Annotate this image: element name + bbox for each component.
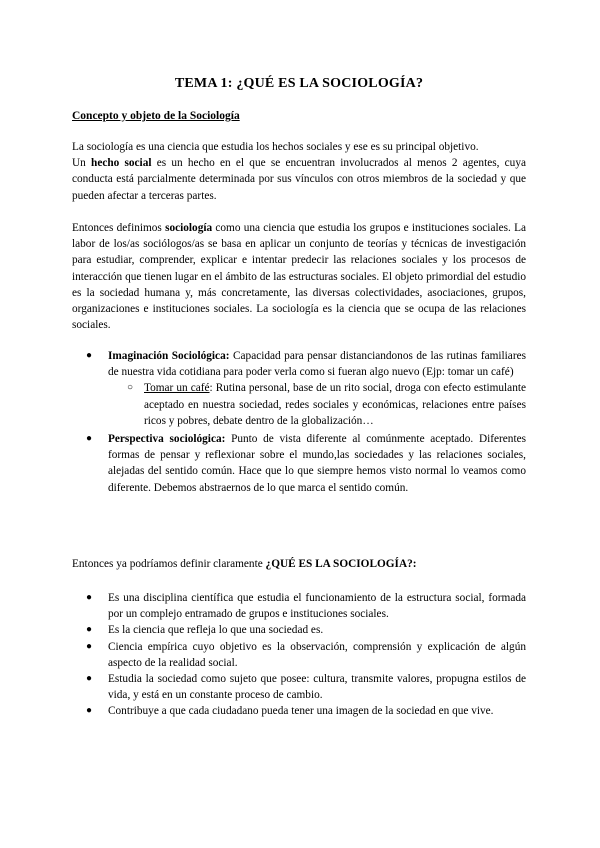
page-title: TEMA 1: ¿QUÉ ES LA SOCIOLOGÍA?	[174, 76, 424, 91]
bullet-list-item-imaginacion	[72, 348, 526, 429]
list-item-text: Ciencia empírica cuyo objetivo es la observación, comprensión y explicación de algún aspecto de la realidad social.	[108, 640, 526, 669]
list-item	[72, 348, 526, 380]
list-item	[72, 639, 526, 671]
list-item	[72, 671, 526, 703]
section-heading: Concepto y objeto de la Sociología	[72, 110, 240, 122]
bullet-icon: ●	[86, 673, 93, 685]
list-item	[72, 431, 526, 496]
sub-list-item	[72, 380, 526, 429]
intro-line-1: La sociología es una ciencia que estudia los hechos sociales y ese es su principal objetivo.	[72, 141, 479, 153]
sub-bullet-text: : Rutina personal, base de un rito social, droga con efecto estimulante aceptado en nuestra sociedad, redes sociales y económicas, relaciones entre países ricos y pobres, debate dentro de la globalización…	[144, 382, 526, 427]
bullet-icon: ●	[86, 592, 93, 603]
bullet-text: Punto de vista diferente al comúnmente aceptado. Diferentes formas de pensar y reflexionar sobre el mundo,las sociedades y las relaciones sociales, alejadas del sentido común. Hace que lo que siempre hemos visto normal lo veamos como diferente. Debemos abstraernos de lo que marca el sentido común.	[108, 433, 526, 494]
bullet-term: Perspectiva sociológica:	[108, 433, 226, 445]
list-item-text: Es la ciencia que refleja lo que una sociedad es.	[108, 624, 324, 637]
term-sociologia: sociología	[165, 222, 213, 234]
sociology-definition-list	[72, 590, 526, 720]
definition-post: como una ciencia que estudia los grupos e instituciones sociales. La labor de los/as sociólogos/as se basa en aplicar un conjunto de teorías y técnicas de investigación para estudiar, comprender, explicar e intentar predecir las relaciones sociales y los procesos de interacción que tienen lugar en el ámbito de las estructuras sociales. El objeto primordial del estudio es la sociedad humana y, más concretamente, las diversas colectividades, asociaciones, grupos, organizaciones e instituciones sociales. La sociología es la ciencia que se ocupa de las relaciones sociales.	[72, 222, 526, 332]
bullet-icon: ●	[86, 433, 93, 444]
question-pre: Entonces ya podríamos definir claramente	[72, 558, 266, 570]
bullet-icon: ●	[86, 640, 93, 652]
intro-paragraph	[72, 139, 526, 204]
bullet-icon: ●	[86, 705, 93, 717]
bullet-text: Capacidad para pensar distanciandonos de las rutinas familiares de nuestra vida cotidiana para poder verla como si fueran algo nuevo (Ejp: tomar un café)	[108, 350, 526, 379]
bullet-icon: ●	[86, 350, 93, 361]
circle-bullet-icon: ○	[127, 382, 134, 394]
list-item	[72, 590, 526, 622]
bullet-term: Imaginación Sociológica:	[108, 350, 230, 362]
question-bold: ¿QUÉ ES LA SOCIOLOGÍA?:	[265, 558, 417, 570]
term-hecho-social: hecho social	[91, 157, 152, 170]
question-paragraph	[72, 556, 526, 572]
intro-line-2-pre: Un	[72, 157, 92, 170]
definition-paragraph	[72, 220, 526, 333]
list-item-text: Es una disciplina científica que estudia el funcionamiento de la estructura social, formada por un complejo entramado de grupos e instituciones sociales.	[108, 592, 526, 621]
bullet-list-item-perspectiva	[72, 431, 526, 496]
list-item-text: Contribuye a que cada ciudadano pueda tener una imagen de la sociedad en que vive.	[108, 705, 494, 718]
list-item	[72, 622, 526, 638]
definition-pre: Entonces definimos	[72, 222, 166, 234]
bullet-icon: ●	[86, 624, 93, 636]
list-item-text: Estudia la sociedad como sujeto que posee: cultura, transmite valores, propugna estilos de vida, y está en un constante proceso de cambio.	[108, 673, 526, 702]
list-item	[72, 703, 526, 719]
intro-line-2-post: es un hecho en el que se encuentran involucrados al menos 2 agentes, cuya conducta está parcialmente determinada por sus vínculos con otros miembros de la sociedad y que pueden afectar a terceras partes.	[72, 157, 526, 202]
sub-bullet-term: Tomar un café	[144, 382, 210, 395]
